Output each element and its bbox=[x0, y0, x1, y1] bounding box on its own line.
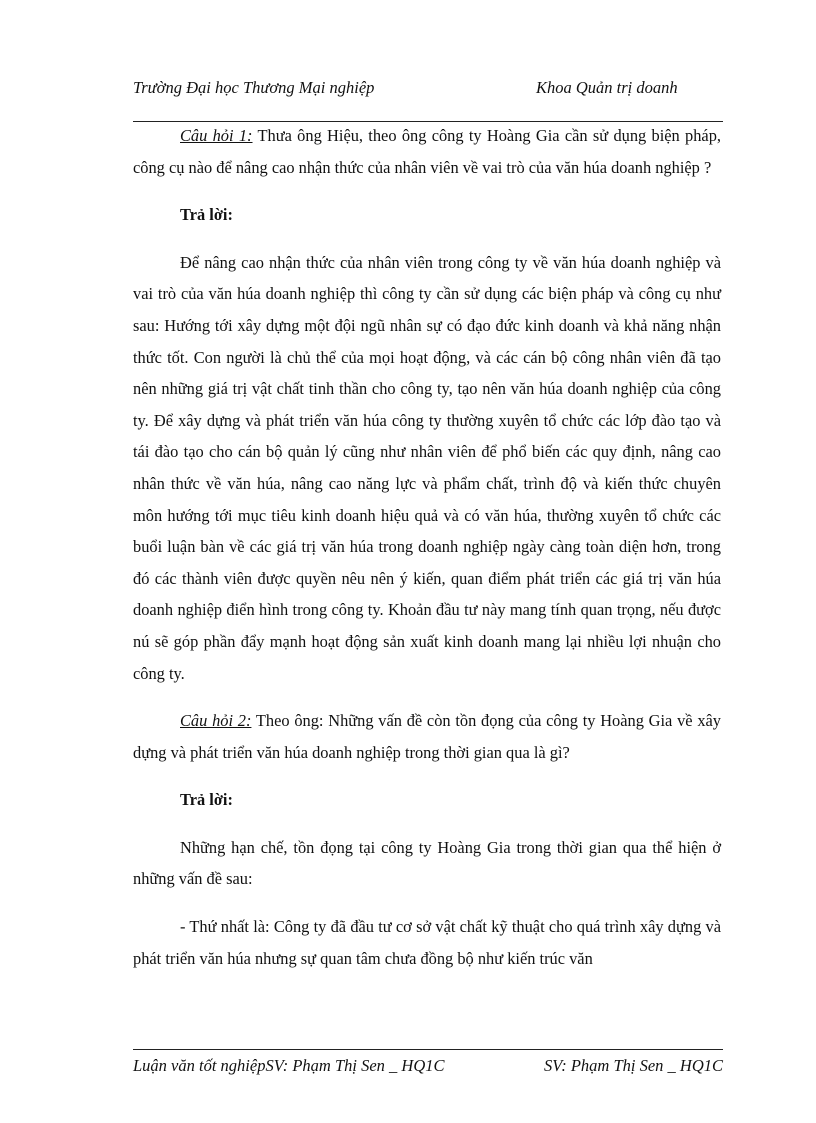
question-2 bbox=[133, 705, 721, 768]
answer-1-label: Trả lời: bbox=[180, 205, 233, 225]
footer-divider bbox=[133, 1049, 723, 1050]
document-body bbox=[133, 120, 721, 974]
question-1-text: Thưa ông Hiệu, theo ông công ty Hoàng Gia cần sử dụng biện pháp, công cụ nào để nâng cao nhận thức của nhân viên về vai trò của văn húa doanh nghiệp ? bbox=[133, 126, 721, 177]
answer-2-intro: Những hạn chế, tồn đọng tại công ty Hoàng Gia trong thời gian qua thể hiện ở những vấn đề sau: bbox=[133, 837, 721, 889]
footer-thesis-label: Luận văn tốt nghiệpSV: Phạm Thị Sen _ HQ1C bbox=[133, 1056, 445, 1075]
answer-1-paragraph: Để nâng cao nhận thức của nhân viên trong công ty về văn húa doanh nghiệp và vai trò của văn húa doanh nghiệp thì công ty cần sử dụng các biện pháp và công cụ như sau: Hướng tới xây dựng một đội ngũ nhân sự có đạo đức kinh doanh và khả năng nhận thức tốt. Con người là chủ thể của mọi hoạt động, và các cán bộ công nhân viên đã tạo nên những giá trị vật chất tinh thần cho công ty, tạo nên văn húa doanh nghiệp của công ty. Để xây dựng và phát triển văn húa công ty thường xuyên tổ chức các lớp đào tạo và tái đào tạo cho cán bộ quản lý cũng như nhân viên để phổ biến các quy định, nâng cao nhân thức về văn húa, nâng cao năng lực và phẩm chất, trình độ và kiến thức chuyên môn hướng tới mục tiêu kinh doanh hiệu quả và có văn húa, thường xuyên tổ chức các buổi luận bàn về các giá trị văn húa trong doanh nghiệp ngày càng toàn diện hơn, trong đó các thành viên được quyền nêu nên ý kiến, quan điểm phát triển các giá trị văn húa doanh nghiệp điển hình trong công ty. Khoản đầu tư này mang tính quan trọng, nếu được nú sẽ góp phần đẩy mạnh hoạt động sản xuất kinh doanh mang lại nhiều lợi nhuận cho công ty. bbox=[133, 252, 721, 683]
question-1-label: Câu hỏi 1: bbox=[180, 126, 253, 145]
answer-2-point-1: - Thứ nhất là: Công ty đã đầu tư cơ sở vật chất kỹ thuật cho quá trình xây dựng và phát triển văn húa nhưng sự quan tâm chưa đồng bộ như kiến trúc văn bbox=[133, 917, 721, 968]
answer-2-label: Trả lời: bbox=[180, 790, 233, 810]
header-school-name: Trường Đại học Thương Mại nghiệp bbox=[133, 78, 375, 97]
footer-student-name: SV: Phạm Thị Sen _ HQ1C bbox=[543, 1056, 723, 1075]
question-1 bbox=[133, 120, 721, 183]
question-2-label: Câu hỏi 2: bbox=[180, 711, 252, 731]
question-2-text: Theo ông: Những vấn đề còn tồn đọng của công ty Hoàng Gia về xây dựng và phát triển văn húa doanh nghiệp trong thời gian qua là gì? bbox=[133, 711, 721, 762]
header-faculty-name: Khoa Quản trị doanh bbox=[536, 78, 678, 97]
